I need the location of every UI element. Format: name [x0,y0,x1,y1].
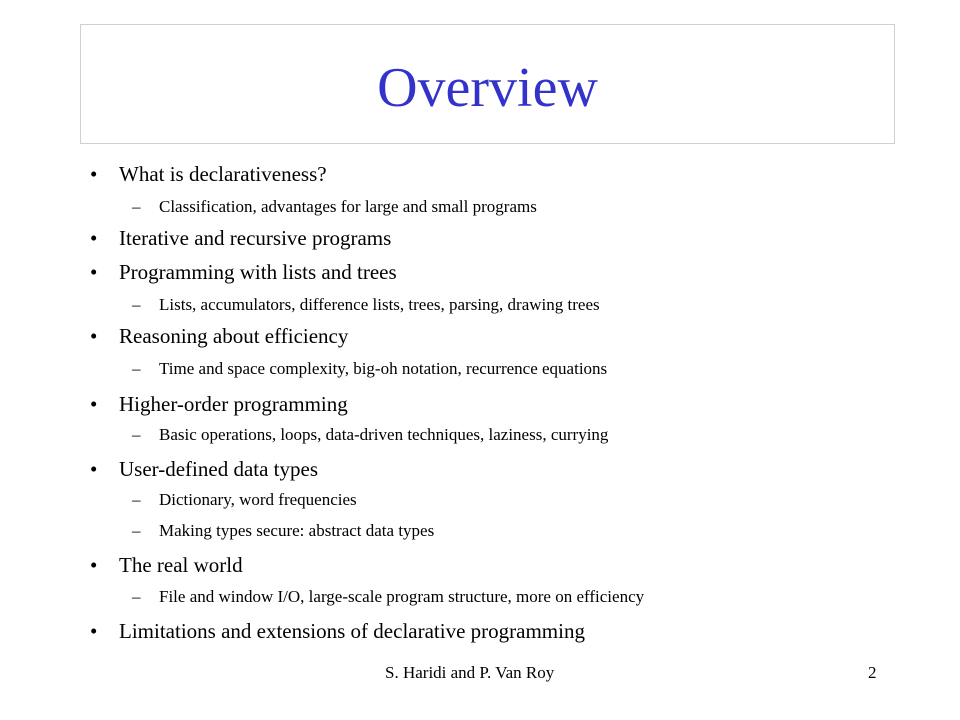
dash-icon: – [132,587,141,606]
sub-item-text: Dictionary, word frequencies [159,490,357,509]
dash-icon: – [132,425,141,444]
sub-item [132,197,537,217]
sub-item-text: Basic operations, loops, data-driven techniques, laziness, currying [159,425,609,444]
footer-authors: S. Haridi and P. Van Roy [385,663,555,682]
sub-item-text: Lists, accumulators, difference lists, trees, parsing, drawing trees [159,295,600,314]
bullet-icon: • [90,553,98,577]
bullet-item [90,226,391,250]
bullet-item [90,260,397,284]
sub-item [132,295,600,315]
bullet-text: Limitations and extensions of declarative programming [119,619,585,643]
sub-item-text: Making types secure: abstract data types [159,521,435,540]
dash-icon: – [132,295,141,314]
bullet-text: User-defined data types [119,457,318,481]
sub-item-text: Time and space complexity, big-oh notation, recurrence equations [159,359,608,378]
bullet-icon: • [90,324,98,348]
sub-item [132,490,357,510]
sub-item [132,521,434,541]
bullet-icon: • [90,457,98,481]
bullet-text: Reasoning about efficiency [119,324,349,348]
dash-icon: – [132,521,141,540]
dash-icon: – [132,359,141,378]
bullet-icon: • [90,260,98,284]
bullet-item [90,324,348,348]
bullet-text: Higher-order programming [119,392,348,416]
bullet-icon: • [90,392,98,416]
bullet-icon: • [90,226,98,250]
bullet-icon: • [90,619,98,643]
bullet-item [90,162,327,186]
sub-item-text: Classification, advantages for large and small programs [159,197,537,216]
bullet-item [90,553,243,577]
bullet-text: Programming with lists and trees [119,260,397,284]
dash-icon: – [132,197,141,216]
bullet-text: The real world [119,553,243,577]
bullet-text: What is declarativeness? [119,162,327,186]
bullet-item [90,457,318,481]
sub-item [132,425,608,445]
sub-item-text: File and window I/O, large-scale program structure, more on efficiency [159,587,645,606]
bullet-icon: • [90,162,98,186]
bullet-text: Iterative and recursive programs [119,226,392,250]
footer-page-number: 2 [868,663,877,682]
sub-item [132,359,607,379]
slide-title: Overview [377,57,598,119]
bullet-item [90,392,348,416]
title-box [80,24,895,144]
bullet-item [90,619,585,643]
sub-item [132,587,644,607]
dash-icon: – [132,490,141,509]
